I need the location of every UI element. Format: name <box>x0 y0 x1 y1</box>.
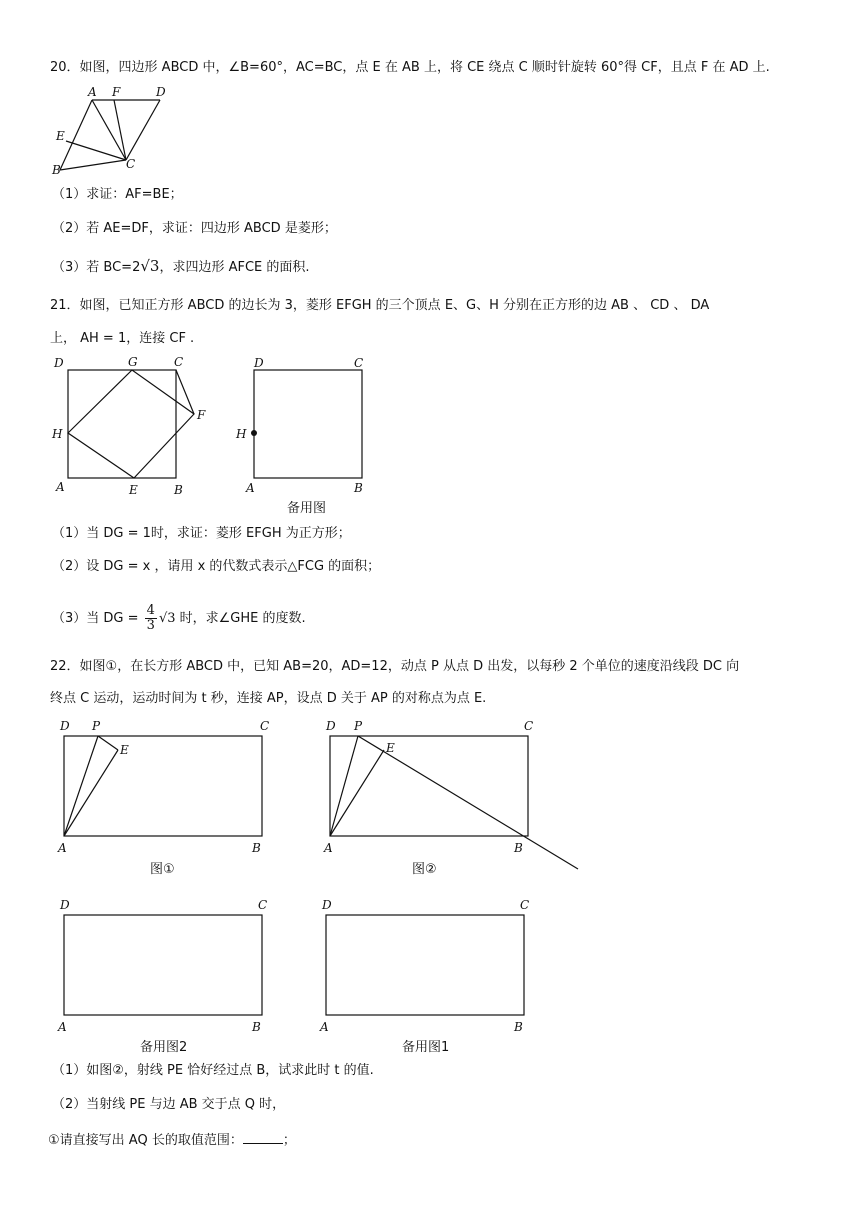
q22-part2: （2）当射线 PE 与边 AB 交于点 Q 时， <box>52 1097 286 1112</box>
q20-label-a: A <box>88 85 97 99</box>
q21-fraction-num: 4 <box>146 603 155 618</box>
q21-spare-label-b: B <box>354 481 363 495</box>
q22-part2a-end: ； <box>282 1133 296 1148</box>
q21-label-b: B <box>174 483 183 497</box>
q22-figure-1 <box>52 714 282 856</box>
q21-part3-a: （3）当 DG = <box>52 611 139 626</box>
q22-fig2-caption: 图② <box>412 862 437 877</box>
q21-fraction-den: 3 <box>146 618 155 633</box>
q22-fig2-label-e: E <box>386 741 395 755</box>
q22-stem-1: 22．如图①，在长方形 ABCD 中，已知 AB=20，AD=12，动点 P 从点 D 出发，以每秒 2 个单位的速度沿线段 DC 向 <box>50 659 740 674</box>
q21-part3-b: 时，求∠GHE 的度数. <box>179 611 306 626</box>
q20-stem: 20．如图，四边形 ABCD 中，∠B=60°，AC=BC，点 E 在 AB 上，将 CE 绕点 C 顺时针旋转 60°得 CF，且点 F 在 AD 上. <box>50 60 770 75</box>
q20-label-b: B <box>52 163 61 177</box>
q22-fig1-label-d: D <box>60 719 70 733</box>
q21-part3-sqrt: √3 <box>158 611 176 626</box>
q22-part2a <box>48 1131 296 1151</box>
q22-spare1-caption: 备用图1 <box>402 1040 450 1055</box>
q22-spare1-label-b: B <box>514 1020 523 1034</box>
q22-stem-2: 终点 C 运动，运动时间为 t 秒，连接 AP，设点 D 关于 AP 的对称点为点 E. <box>50 691 487 706</box>
q20-part3-b: ，求四边形 AFCE 的面积. <box>159 260 310 275</box>
q21-part1: （1）当 DG = 1时，求证：菱形 EFGH 为正方形； <box>52 526 351 541</box>
q21-spare-caption: 备用图 <box>287 501 327 516</box>
q20-label-e: E <box>56 129 65 143</box>
q20-label-d: D <box>156 85 166 99</box>
q20-part3 <box>52 256 310 278</box>
q21-spare-label-d: D <box>254 356 264 370</box>
q20-figure <box>48 86 178 178</box>
q22-fig2-label-b: B <box>514 841 523 855</box>
q22-spare2-label-d: D <box>60 898 70 912</box>
answer-blank[interactable] <box>243 1131 283 1144</box>
q20-part1: （1）求证：AF=BE； <box>52 187 183 202</box>
q22-fig1-label-e: E <box>120 743 129 757</box>
q21-stem-2: 上， AH = 1，连接 CF . <box>50 331 195 346</box>
q22-spare2-label-a: A <box>58 1020 67 1034</box>
q21-label-g: G <box>128 355 138 369</box>
q21-part3 <box>52 604 306 633</box>
q22-spare-figure-2 <box>52 893 282 1035</box>
q22-fig2-label-c: C <box>524 719 534 733</box>
q22-fig2-label-d: D <box>326 719 336 733</box>
q21-spare-label-c: C <box>354 356 364 370</box>
q20-label-f: F <box>112 85 121 99</box>
q22-fig2-label-a: A <box>324 841 333 855</box>
q21-stem-1: 21．如图，已知正方形 ABCD 的边长为 3，菱形 EFGH 的三个顶点 E、G、H 分别在正方形的边 AB 、 CD 、 DA <box>50 298 710 313</box>
q21-part3-fraction <box>145 604 157 633</box>
q20-part2: （2）若 AE=DF，求证：四边形 ABCD 是菱形； <box>52 221 337 236</box>
q21-part2: （2）设 DG = x ，请用 x 的代数式表示△FCG 的面积； <box>52 559 381 574</box>
q21-label-f: F <box>197 408 206 422</box>
q21-label-a: A <box>56 480 65 494</box>
q22-part1: （1）如图②，射线 PE 恰好经过点 B，试求此时 t 的值. <box>52 1063 374 1078</box>
q22-fig1-label-p: P <box>92 719 101 733</box>
q22-figure-2 <box>318 714 588 876</box>
q22-fig2-label-p: P <box>354 719 363 733</box>
q22-spare1-label-d: D <box>322 898 332 912</box>
q21-label-d: D <box>54 356 64 370</box>
q21-label-c: C <box>174 355 184 369</box>
q21-label-h: H <box>52 427 63 441</box>
q22-spare2-label-c: C <box>258 898 268 912</box>
q22-fig1-label-a: A <box>58 841 67 855</box>
q22-fig1-caption: 图① <box>150 862 175 877</box>
q21-spare-label-h: H <box>236 427 247 441</box>
q22-spare-figure-1 <box>314 893 544 1035</box>
q21-figure-spare <box>232 352 372 498</box>
q22-spare2-caption: 备用图2 <box>140 1040 188 1055</box>
q22-spare1-label-a: A <box>320 1020 329 1034</box>
q22-fig1-label-b: B <box>252 841 261 855</box>
q22-fig1-label-c: C <box>260 719 270 733</box>
q20-part3-sqrt: √3 <box>140 257 160 275</box>
q21-spare-label-a: A <box>246 481 255 495</box>
q22-spare1-label-c: C <box>520 898 530 912</box>
q22-part2a-text: ①请直接写出 AQ 长的取值范围： <box>48 1133 243 1148</box>
q21-label-e: E <box>129 483 138 497</box>
q20-label-c: C <box>126 157 136 171</box>
q20-part3-a: （3）若 BC=2 <box>52 260 141 275</box>
q22-spare2-label-b: B <box>252 1020 261 1034</box>
q21-figure-main <box>50 352 220 498</box>
